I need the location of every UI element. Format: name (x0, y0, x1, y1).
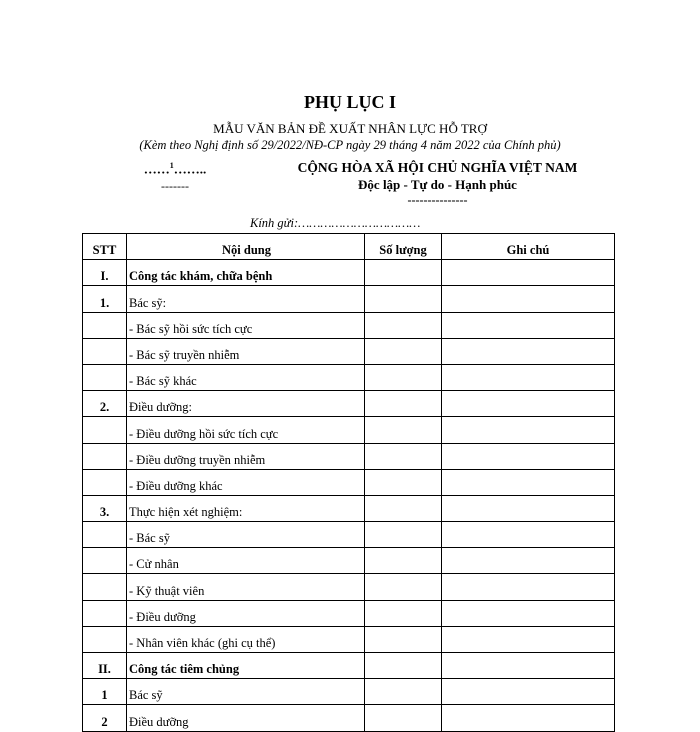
row-stt: 1 (83, 679, 127, 705)
table-header-row (83, 234, 615, 260)
row-content: - Bác sỹ hồi sức tích cực (127, 312, 365, 338)
table-row (83, 338, 615, 364)
issuer-placeholder: …… (143, 161, 170, 177)
row-quantity-cell[interactable] (365, 391, 442, 417)
table-body (83, 260, 615, 731)
row-notes-cell[interactable] (442, 626, 615, 652)
issuer-footnote: 1 (169, 161, 174, 170)
row-stt (83, 548, 127, 574)
row-content: - Bác sỹ khác (127, 364, 365, 390)
row-quantity-cell[interactable] (365, 574, 442, 600)
document-subtitle: MẪU VĂN BẢN ĐỀ XUẤT NHÂN LỰC HỖ TRỢ (213, 121, 487, 136)
row-notes-cell[interactable] (442, 338, 615, 364)
row-notes-cell[interactable] (442, 443, 615, 469)
row-quantity-cell[interactable] (365, 495, 442, 521)
table-row (83, 260, 615, 286)
row-content: - Điều dưỡng truyền nhiễm (127, 443, 365, 469)
row-content: - Kỹ thuật viên (127, 574, 365, 600)
table-row (83, 495, 615, 521)
row-notes-cell[interactable] (442, 260, 615, 286)
row-stt (83, 338, 127, 364)
table-row (83, 574, 615, 600)
row-quantity-cell[interactable] (365, 653, 442, 679)
header-notes: Ghi chú (442, 234, 615, 260)
row-content: Thực hiện xét nghiệm: (127, 495, 365, 521)
row-stt (83, 312, 127, 338)
table-row (83, 653, 615, 679)
row-notes-cell[interactable] (442, 679, 615, 705)
row-notes-cell[interactable] (442, 705, 615, 731)
row-quantity-cell[interactable] (365, 679, 442, 705)
row-notes-cell[interactable] (442, 495, 615, 521)
row-quantity-cell[interactable] (365, 626, 442, 652)
header-quantity: Số lượng (365, 234, 442, 260)
header-content: Nội dung (127, 234, 365, 260)
row-quantity-cell[interactable] (365, 260, 442, 286)
issuer-suffix: …….. (173, 161, 207, 177)
row-quantity-cell[interactable] (365, 469, 442, 495)
table-row (83, 286, 615, 312)
table-row (83, 679, 615, 705)
row-notes-cell[interactable] (442, 286, 615, 312)
row-stt: I. (83, 260, 127, 286)
row-stt: 1. (83, 286, 127, 312)
table-row (83, 443, 615, 469)
recipient-line: Kính gửi:…………………………… (250, 216, 421, 230)
row-stt (83, 522, 127, 548)
decree-reference: (Kèm theo Nghị định số 29/2022/NĐ-CP ngày 29 tháng 4 năm 2022 của Chính phủ) (139, 138, 561, 152)
row-content: Công tác tiêm chủng (127, 653, 365, 679)
table-row (83, 626, 615, 652)
table-row (83, 417, 615, 443)
table-row (83, 522, 615, 548)
row-quantity-cell[interactable] (365, 522, 442, 548)
table-row (83, 391, 615, 417)
table-row (83, 364, 615, 390)
issuer-separator: ------- (161, 179, 189, 193)
table-row (83, 312, 615, 338)
row-quantity-cell[interactable] (365, 286, 442, 312)
row-quantity-cell[interactable] (365, 417, 442, 443)
row-quantity-cell[interactable] (365, 600, 442, 626)
row-notes-cell[interactable] (442, 417, 615, 443)
issuing-agency (110, 161, 240, 177)
row-content: - Bác sỹ truyền nhiễm (127, 338, 365, 364)
row-notes-cell[interactable] (442, 391, 615, 417)
row-content: - Nhân viên khác (ghi cụ thể) (127, 626, 365, 652)
motto-separator: --------------- (407, 193, 468, 207)
row-content: - Điều dưỡng hồi sức tích cực (127, 417, 365, 443)
personnel-table (82, 233, 615, 732)
row-content: - Cử nhân (127, 548, 365, 574)
row-stt (83, 626, 127, 652)
row-quantity-cell[interactable] (365, 443, 442, 469)
row-content: - Điều dưỡng (127, 600, 365, 626)
row-quantity-cell[interactable] (365, 548, 442, 574)
row-stt: II. (83, 653, 127, 679)
row-stt: 2 (83, 705, 127, 731)
national-title: CỘNG HÒA XÃ HỘI CHỦ NGHĨA VIỆT NAM (297, 160, 578, 175)
row-stt (83, 417, 127, 443)
document-title: PHỤ LỤC I (303, 92, 396, 112)
table-row (83, 469, 615, 495)
row-stt (83, 574, 127, 600)
row-quantity-cell[interactable] (365, 364, 442, 390)
row-content: Điều dưỡng: (127, 391, 365, 417)
row-notes-cell[interactable] (442, 364, 615, 390)
row-notes-cell[interactable] (442, 548, 615, 574)
table-row (83, 600, 615, 626)
row-stt (83, 600, 127, 626)
row-stt: 3. (83, 495, 127, 521)
row-content: Bác sỹ (127, 679, 365, 705)
row-stt (83, 443, 127, 469)
table-row (83, 705, 615, 731)
row-stt (83, 364, 127, 390)
row-notes-cell[interactable] (442, 312, 615, 338)
row-content: - Điều dưỡng khác (127, 469, 365, 495)
header-stt: STT (83, 234, 127, 260)
row-stt (83, 469, 127, 495)
row-content: Công tác khám, chữa bệnh (127, 260, 365, 286)
row-quantity-cell[interactable] (365, 312, 442, 338)
row-notes-cell[interactable] (442, 574, 615, 600)
row-content: Bác sỹ: (127, 286, 365, 312)
row-notes-cell[interactable] (442, 522, 615, 548)
row-content: - Bác sỹ (127, 522, 365, 548)
table-row (83, 548, 615, 574)
row-notes-cell[interactable] (442, 653, 615, 679)
row-quantity-cell[interactable] (365, 705, 442, 731)
row-content: Điều dưỡng (127, 705, 365, 731)
national-motto: Độc lập - Tự do - Hạnh phúc (358, 177, 517, 192)
row-notes-cell[interactable] (442, 600, 615, 626)
row-quantity-cell[interactable] (365, 338, 442, 364)
row-notes-cell[interactable] (442, 469, 615, 495)
row-stt: 2. (83, 391, 127, 417)
